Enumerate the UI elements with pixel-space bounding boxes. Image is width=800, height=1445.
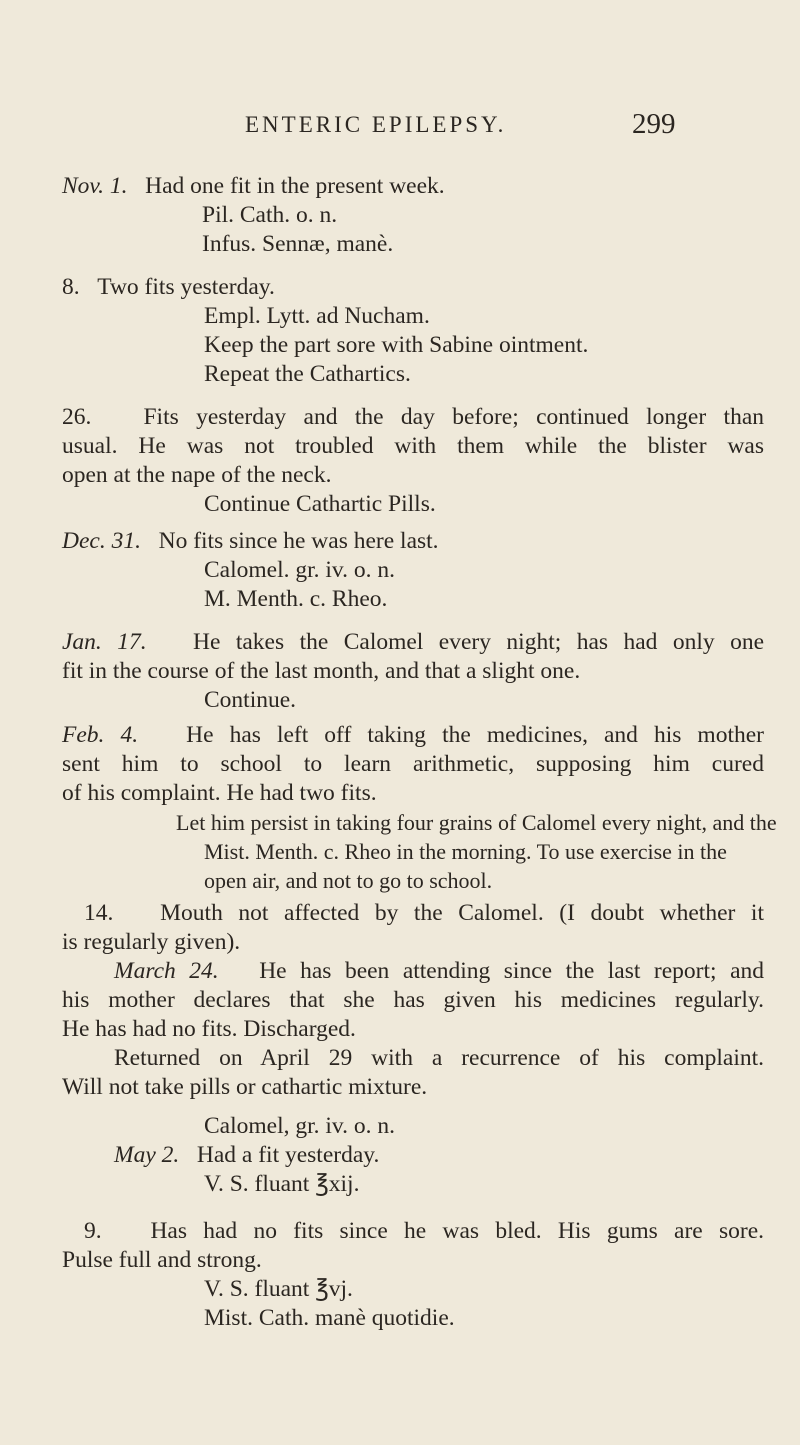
entry-date: 9. [84, 1218, 102, 1244]
entry-text: Had one fit in the present week. [145, 173, 445, 199]
prescription-line: Repeat the Cathartics. [204, 361, 411, 387]
entry-text: open at the nape of the neck. [62, 462, 332, 488]
entry-text: He has been attending since the last report; and [259, 958, 765, 984]
entry-text: his mother declares that she has given his medicines regularly. [62, 987, 764, 1013]
entry-text: Fits yesterday and the day before; continued longer than [143, 404, 765, 430]
entry-text: Mouth not affected by the Calomel. (I doubt whether it [160, 900, 764, 926]
entry-text: fit in the course of the last month, and that a slight one. [62, 658, 581, 684]
entry-may-2 [62, 1141, 764, 1199]
entry-text: He has had no fits. Discharged. [62, 1016, 356, 1042]
prescription-line: M. Menth. c. Rheo. [204, 586, 388, 612]
entry-date: Feb. 4. [62, 722, 139, 748]
entry-8 [62, 273, 764, 389]
prescription-line: V. S. fluant ℥vj. [204, 1276, 353, 1302]
prescription-line: Infus. Sennæ, manè. [202, 231, 394, 257]
entry-26 [62, 403, 764, 519]
entry-date: Nov. 1. [62, 173, 128, 199]
page-header [0, 108, 800, 152]
prescription-line: Let him persist in taking four grains of Calomel every night, and the [176, 810, 777, 835]
prescription-line: Mist. Menth. c. Rheo in the morning. To use exercise in the [204, 839, 727, 864]
entry-text: No fits since he was here last. [158, 528, 439, 554]
entry-text: Returned on April 29 with a recurrence of his complaint. [114, 1045, 764, 1071]
prescription-line: Calomel, gr. iv. o. n. [204, 1113, 396, 1139]
entry-text: is regularly given). [62, 929, 241, 955]
prescription-line: V. S. fluant ℥xij. [204, 1171, 360, 1197]
entry-date: 8. [62, 274, 80, 300]
running-title: ENTERIC EPILEPSY. [245, 112, 507, 137]
entry-text: He takes the Calomel every night; has had only one [192, 629, 765, 655]
entry-date: March 24. [114, 958, 219, 984]
prescription-line: Keep the part sore with Sabine ointment. [204, 332, 589, 358]
entry-text: Two fits yesterday. [97, 274, 275, 300]
entry-text: sent him to school to learn arithmetic, supposing him cured [62, 751, 764, 777]
entry-feb-4 [62, 721, 777, 895]
prescription-line: Empl. Lytt. ad Nucham. [204, 303, 430, 329]
prescription-line: Mist. Cath. manè quotidie. [204, 1305, 455, 1331]
entry-date: May 2. [114, 1142, 180, 1168]
prescription-line: Pil. Cath. o. n. [202, 202, 338, 228]
entry-jan-17 [62, 628, 764, 715]
case-notes [62, 172, 777, 1333]
entry-nov-1 [62, 172, 764, 259]
prescription-line: Continue. [204, 687, 297, 713]
entry-date: Dec. 31. [62, 528, 141, 554]
entry-text: Pulse full and strong. [62, 1247, 262, 1273]
entry-date: Jan. 17. [62, 629, 147, 655]
page-number: 299 [632, 108, 676, 140]
entry-returned [62, 1044, 764, 1141]
prescription-line: Calomel. gr. iv. o. n. [204, 557, 396, 583]
entry-date: 26. [62, 404, 92, 430]
prescription-line: Continue Cathartic Pills. [204, 491, 436, 517]
entry-text: Had a fit yesterday. [196, 1142, 380, 1168]
entry-text: usual. He was not troubled with them while the blister was [62, 433, 764, 459]
entry-text: He has left off taking the medicines, and his mother [186, 722, 764, 748]
entry-text: of his complaint. He had two fits. [62, 780, 377, 806]
entry-date: 14. [84, 900, 114, 926]
prescription-line: open air, and not to go to school. [204, 868, 493, 893]
entry-text: Will not take pills or cathartic mixture. [62, 1074, 428, 1100]
entry-dec-31 [62, 527, 764, 614]
entry-14 [62, 899, 764, 957]
entry-9 [62, 1217, 764, 1333]
entry-text: Has had no fits since he was bled. His gums are sore. [150, 1218, 765, 1244]
entry-march-24 [62, 957, 764, 1044]
